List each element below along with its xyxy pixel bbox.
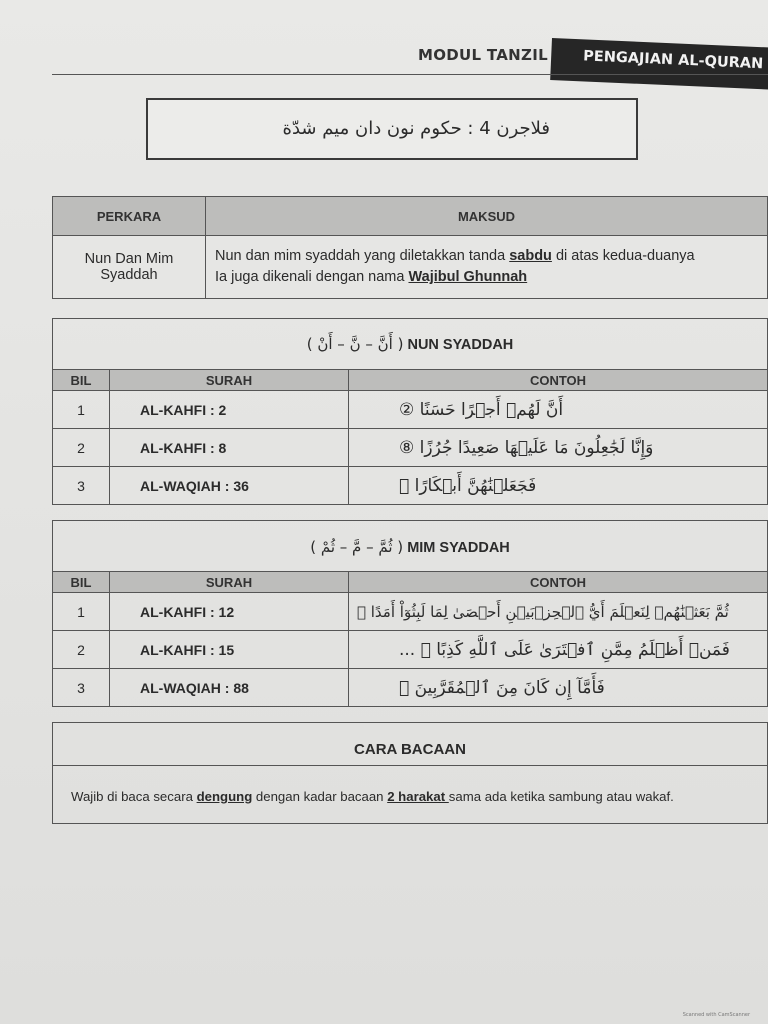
maksud-line-1: Nun dan mim syaddah yang diletakkan tanda sabdu di atas kedua-duanya <box>215 248 695 264</box>
cara-bacaan-box <box>52 722 768 824</box>
nun-section-title: ( أَنَّ – نَّ – أَنْ ) NUN SYADDAH <box>306 335 514 353</box>
definition-table <box>52 196 768 299</box>
dengung-term: dengung <box>196 789 253 804</box>
scanner-watermark: Scanned with CamScanner <box>682 1012 750 1018</box>
mim-table <box>52 571 768 707</box>
table-row: 3 AL-WAQIAH : 88 فَأَمَّآ إِن كَانَ مِنَ ٱلۡمُقَرَّبِينَ ㊽ <box>53 669 768 707</box>
module-label: MODUL TANZIL <box>418 46 548 64</box>
section-tab-label: PENGAJIAN AL-QURAN <box>582 48 764 73</box>
maksud-line-2: Ia juga dikenali dengan nama Wajibul Ghunnah <box>215 269 528 285</box>
sabdu-term: sabdu <box>509 248 552 264</box>
table-row: 2 AL-KAHFI : 15 فَمَنۡ أَظۡلَمُ مِمَّنِ ٱفۡتَرَىٰ عَلَى ٱللَّهِ كَذِبًا ⑮ ... <box>53 631 768 669</box>
table-row: 1 AL-KAHFI : 12 ثُمَّ بَعَثۡنَٰهُمۡ لِنَعۡلَمَ أَيُّ ٱلۡحِزۡبَيۡنِ أَحۡصَىٰ لِمَا لَبِثُوٓاْ أَمَدًا ⑫ <box>53 593 768 631</box>
col-maksud: MAKSUD <box>206 197 768 236</box>
col-contoh: CONTOH <box>349 572 768 593</box>
chapter-title-box <box>146 98 638 160</box>
header-rule <box>52 74 768 75</box>
table-row: 2 AL-KAHFI : 8 وَإِنَّا لَجَٰعِلُونَ مَا عَلَيۡهَا صَعِيدًا جُرُزًا ⑧ <box>53 429 768 467</box>
chapter-title: فلاجرن 4 : حکوم نون دان میم شدّة <box>282 118 550 139</box>
table-row: 1 AL-KAHFI : 2 أَنَّ لَهُمۡ أَجۡرًا حَسَنًا ② <box>53 391 768 429</box>
mim-section-title: ( ثُمَّ – مَّ – ثُمْ ) MIM SYADDAH <box>310 538 510 556</box>
nun-section-header <box>52 318 768 370</box>
mim-section-header <box>52 520 768 572</box>
col-perkara: PERKARA <box>53 197 206 236</box>
col-bil: BIL <box>53 370 110 391</box>
col-contoh: CONTOH <box>349 370 768 391</box>
cara-bacaan-text: Wajib di baca secara dengung dengan kadar bacaan 2 harakat sama ada ketika sambung atau wakaf. <box>71 789 674 804</box>
wajibul-term: Wajibul Ghunnah <box>408 269 528 285</box>
cara-bacaan-title: CARA BACAAN <box>354 741 466 758</box>
maksud-cell <box>206 236 768 299</box>
nun-table <box>52 369 768 505</box>
col-surah: SURAH <box>110 572 349 593</box>
col-bil: BIL <box>53 572 110 593</box>
perkara-cell: Nun Dan Mim Syaddah <box>53 236 206 299</box>
table-row: 3 AL-WAQIAH : 36 فَجَعَلۡنَٰهُنَّ أَبۡكَارًا ㊱ <box>53 467 768 505</box>
divider <box>53 765 767 766</box>
harakat-term: 2 harakat <box>387 789 449 804</box>
section-tab <box>550 38 768 90</box>
col-surah: SURAH <box>110 370 349 391</box>
